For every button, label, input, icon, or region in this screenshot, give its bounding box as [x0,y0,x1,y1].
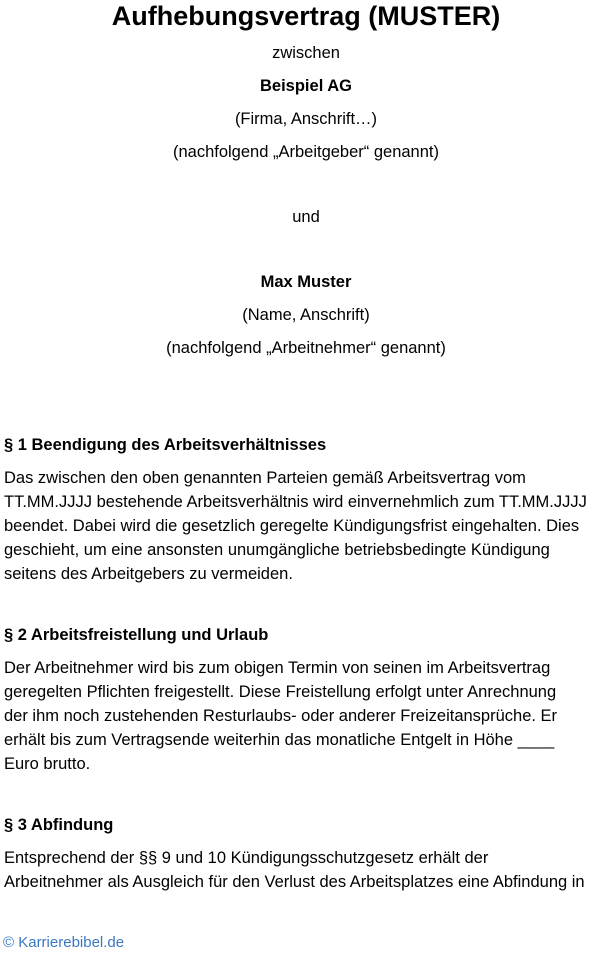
section-3-heading: § 3 Abfindung [4,816,114,834]
section-2-body [4,656,612,776]
employee-address: (Name, Anschrift) [242,306,370,324]
section-1-line: TT.MM.JJJJ bestehende Arbeitsverhältnis wird einvernehmlich zum TT.MM.JJJJ [4,493,587,511]
section-1-line: beendet. Dabei wird die gesetzlich geregelte Kündigungsfrist eingehalten. Dies [4,517,580,535]
section-2-line: Der Arbeitnehmer wird bis zum obigen Termin von seinen im Arbeitsvertrag [4,659,551,677]
section-1-line: geschieht, um eine ansonsten unumgängliche betriebsbedingte Kündigung [4,541,550,559]
section-2-line: erhält bis zum Vertragsende weiterhin das monatliche Entgelt in Höhe ____ [4,731,555,749]
section-2-line: Euro brutto. [4,755,91,773]
employer-role: (nachfolgend „Arbeitgeber“ genannt) [172,143,439,161]
between-text: zwischen [272,44,340,62]
section-1-line: Das zwischen den oben genannten Parteien gemäß Arbeitsvertrag vom [4,469,526,487]
section-3-line: Arbeitnehmer als Ausgleich für den Verlust des Arbeitsplatzes eine Abfindung in [4,873,585,891]
and-text: und [292,208,320,226]
employee-name: Max Muster [260,273,352,291]
employer-name: Beispiel AG [260,77,352,95]
section-3-line: Entsprechend der §§ 9 und 10 Kündigungsschutzgesetz erhält der [4,849,489,867]
section-1-body [4,466,612,586]
section-2-line: der ihm noch zustehenden Resturlaubs- oder anderer Freizeitansprüche. Er [4,707,558,725]
section-1-line: seitens des Arbeitgebers zu vermeiden. [4,565,293,583]
section-2-heading: § 2 Arbeitsfreistellung und Urlaub [4,626,269,644]
section-2-line: geregelten Pflichten freigestellt. Diese Freistellung erfolgt unter Anrechnung [4,683,557,701]
employer-address: (Firma, Anschrift…) [234,110,378,128]
section-1-heading: § 1 Beendigung des Arbeitsverhältnisses [4,436,327,454]
section-3-body [4,846,612,894]
copyright-footer: © Karrierebibel.de [3,934,125,951]
document-title: Aufhebungsvertrag (MUSTER) [111,1,501,31]
employee-role: (nachfolgend „Arbeitnehmer“ genannt) [166,339,446,357]
